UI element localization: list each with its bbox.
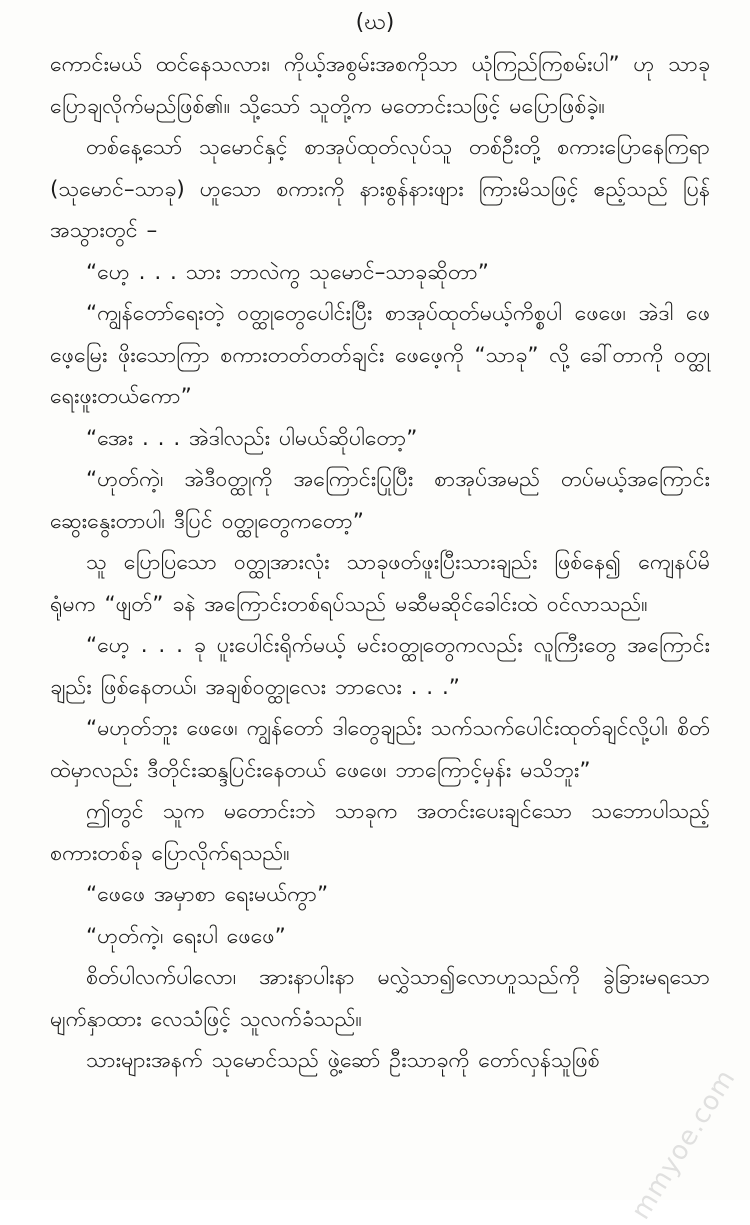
paragraph: တစ်နေ့သော် သုမောင်နှင့် စာအုပ်ထုတ်လုပ်သူ တစ်ဦးတို့ စကားပြောနေကြရာ (သုမောင်–သာခု) ဟူသော စကားကို နားစွန်နားဖျား ကြားမိသဖြင့် ဧည့်သည် ပြန်အသွားတွင် –: [50, 135, 710, 243]
dialogue-line: “ဟေ့ . . . သား ဘာလဲကွ သုမောင်–သာခုဆိုတာ”: [86, 259, 489, 285]
paragraph: ကောင်းမယ် ထင်နေသလား၊ ကိုယ့်အစွမ်းအစကိုသာ ယုံကြည်ကြစမ်းပါ” ဟု သာခု ပြောချလိုက်မည်ဖြစ်၏။ သို့သော် သူတို့က မတောင်းသဖြင့် မပြောဖြစ်ခဲ့။: [50, 52, 710, 119]
page-number: (ဃ): [355, 10, 395, 35]
dialogue-line: “အေး . . . အဲဒါလည်း ပါမယ်ဆိုပါတော့”: [86, 425, 418, 451]
dialogue-line: “မဟုတ်ဘူး ဖေဖေ၊ ကျွန်တော် ဒါတွေချည်း သက်သက်ပေါင်းထုတ်ချင်လို့ပါ၊ စိတ်ထဲမှာလည်း ဒီတိုင်းဆန္ဒပြင်းနေတယ် ဖေဖေ၊ ဘာကြောင့်မှန်း မသိဘူး”: [50, 716, 710, 783]
dialogue-line: “ဟုတ်ကဲ့၊ အဲဒီဝတ္ထုကို အကြောင်းပြုပြီး စာအုပ်အမည် တပ်မယ့်အကြောင်း ဆွေးနွေးတာပါ၊ ဒီပြင် ဝတ္ထုတွေကတော့”: [50, 467, 710, 534]
paragraph: စိတ်ပါလက်ပါလော၊ အားနာပါးနာ မလွှဲသာ၍လောဟူသည်ကို ခွဲခြားမရသော မျက်နှာထား လေသံဖြင့် သူလက်ခံသည်။: [50, 965, 710, 1032]
dialogue-line: “ဖေဖေ အမှာစာ ရေးမယ်ကွာ”: [86, 882, 329, 907]
paragraph: ဤတွင် သူက မတောင်းဘဲ သာခုက အတင်းပေးချင်သော သဘောပါသည့် စကားတစ်ခု ပြောလိုက်ရသည်။: [50, 799, 710, 866]
page-body: [50, 44, 710, 1082]
watermark: mmyoe.com: [626, 1064, 742, 1225]
dialogue-line: “ကျွန်တော်ရေးတဲ့ ဝတ္ထုတွေပေါင်းပြီး စာအုပ်ထုတ်မယ့်ကိစ္စပါ ဖေဖေ၊ အဲဒါ ဖေဖေ့မြေး ဖိုးသောကြာ စကားတတ်တတ်ချင်း ဖေဖေ့ကို “သာခု” လို့ ခေါ်တာကို ဝတ္ထုရေးဖူးတယ်ကော”: [50, 301, 710, 409]
paragraph: သူ ပြောပြသော ဝတ္ထုအားလုံး သာခုဖတ်ဖူးပြီးသားချည်း ဖြစ်နေ၍ ကျေနပ်မိရုံမက “ဖျတ်” ခနဲ အကြောင်းတစ်ရပ်သည် မဆီမဆိုင်ခေါင်းထဲ ဝင်လာသည်။: [50, 550, 710, 617]
paragraph: သားများအနက် သုမောင်သည် ဖွဲ့ဆော် ဦးသာခုကို တော်လှန်သူဖြစ်: [86, 1048, 600, 1073]
dialogue-line: “ဟုတ်ကဲ့၊ ရေးပါ ဖေဖေ”: [86, 923, 286, 949]
dialogue-line: “ဟေ့ . . . ခု ပူးပေါင်းရိုက်မယ့် မင်းဝတ္ထုတွေကလည်း လူကြီးတွေ အကြောင်းချည်း ဖြစ်နေတယ်၊ အချစ်ဝတ္ထုလေး ဘာလေး . . .”: [50, 633, 710, 700]
